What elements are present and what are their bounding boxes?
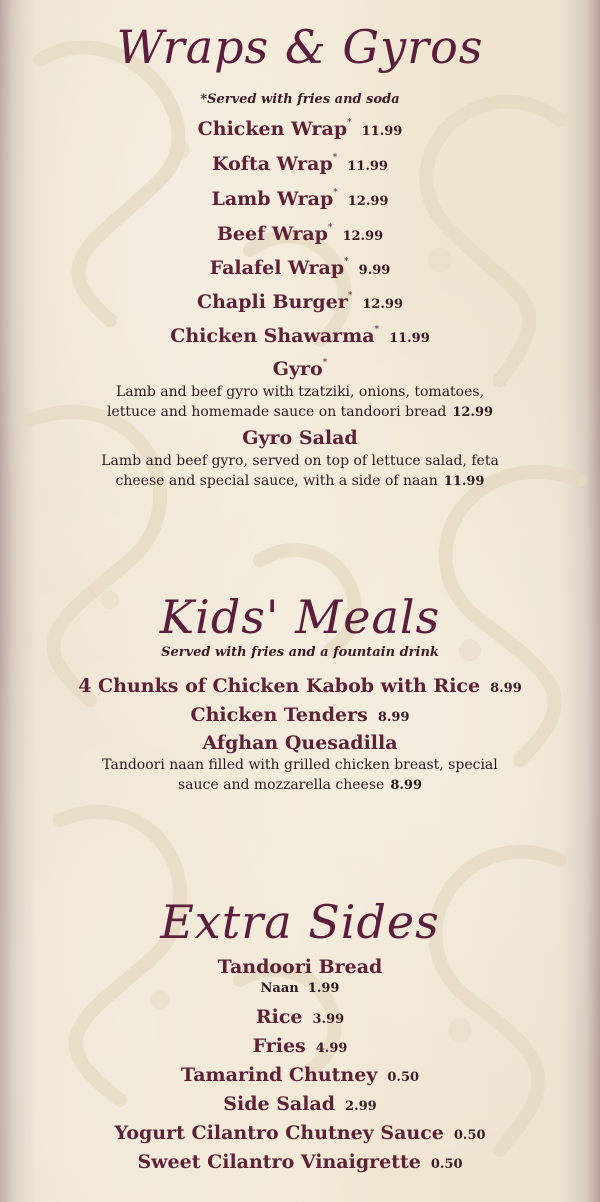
quesadilla-description: Tandoori naan filled with grilled chicken breast, special sauce and mozzarella cheese (102, 757, 498, 793)
menu-item (0, 291, 600, 313)
item-price: 8.99 (377, 710, 410, 725)
item-price: 2.99 (345, 1099, 377, 1114)
sides-section-title: Extra Sides (160, 895, 440, 949)
item-name: Chapli Burger (196, 291, 348, 313)
item-asterisk: * (374, 325, 380, 335)
menu-item (0, 1122, 600, 1144)
menu-item (0, 1151, 600, 1173)
item-name: Gyro (272, 358, 323, 380)
menu-item (0, 188, 600, 210)
item-name: Lamb Wrap (211, 188, 334, 210)
item-name: Kofta Wrap (212, 153, 333, 175)
item-price: 12.99 (362, 297, 404, 312)
item-price: 4.99 (315, 1041, 348, 1056)
item-price: 11.99 (347, 159, 388, 174)
item-name: Side Salad (223, 1093, 336, 1115)
menu-item (0, 1035, 600, 1057)
item-name: Falafel Wrap (209, 257, 345, 279)
item-price: 0.50 (387, 1070, 420, 1085)
item-asterisk: * (333, 188, 338, 198)
gyro-description: Lamb and beef gyro with tzatziki, onions, tomatoes, lettuce and homemade sauce on tandoori bread (106, 384, 485, 420)
item-sub-name: Naan (260, 981, 299, 996)
item-name: Rice (255, 1006, 303, 1028)
item-subline (0, 981, 600, 996)
item-price: 12.99 (347, 194, 389, 209)
menu-item (0, 118, 600, 140)
item-price: 0.50 (430, 1157, 463, 1172)
item-name: Chicken Shawarma (170, 325, 375, 347)
menu-item-gyro-salad (0, 427, 600, 449)
item-price: 11.99 (389, 331, 430, 346)
menu-item (0, 1064, 600, 1086)
kids-served-note: Served with fries and a fountain drink (161, 645, 439, 660)
item-price: 8.99 (490, 681, 522, 696)
item-name: Sweet Cilantro Vinaigrette (137, 1151, 421, 1173)
menu-item (0, 325, 600, 347)
item-description (90, 382, 510, 423)
item-name: Beef Wrap (216, 223, 328, 245)
item-description (90, 451, 510, 492)
item-asterisk: * (344, 257, 349, 267)
item-price: 9.99 (358, 263, 391, 278)
item-name: Gyro Salad (242, 427, 358, 449)
item-price: 0.50 (453, 1128, 486, 1143)
item-name: Chicken Tenders (190, 704, 368, 726)
item-asterisk: * (332, 153, 338, 163)
kids-section-title: Kids' Meals (159, 590, 441, 644)
menu-item-tandoori-bread (0, 956, 600, 978)
wraps-section-title: Wraps & Gyros (116, 20, 484, 74)
menu-item (0, 223, 600, 245)
item-price: 11.99 (361, 124, 403, 139)
item-asterisk: * (347, 291, 353, 301)
item-name: Afghan Quesadilla (202, 732, 398, 754)
menu-item-quesadilla (0, 732, 600, 754)
wraps-served-note: *Served with fries and soda (200, 92, 400, 107)
item-price: 3.99 (312, 1012, 345, 1027)
item-name: 4 Chunks of Chicken Kabob with Rice (78, 675, 481, 697)
item-price: 8.99 (390, 778, 422, 793)
item-name: Chicken Wrap (197, 118, 348, 140)
item-asterisk: * (347, 118, 352, 128)
item-asterisk: * (322, 358, 328, 368)
item-price: 11.99 (443, 474, 485, 489)
menu-item (0, 704, 600, 726)
item-asterisk: * (327, 223, 333, 233)
menu-item (0, 1093, 600, 1115)
menu-item (0, 1006, 600, 1028)
item-name: Fries (252, 1035, 306, 1057)
item-name: Tandoori Bread (217, 956, 383, 978)
item-price: 1.99 (307, 981, 340, 996)
menu-item (0, 257, 600, 279)
item-name: Yogurt Cilantro Chutney Sauce (114, 1122, 444, 1144)
item-price: 12.99 (342, 229, 384, 244)
item-name: Tamarind Chutney (180, 1064, 378, 1086)
item-description (90, 755, 510, 796)
menu-item-gyro (0, 358, 600, 380)
item-price: 12.99 (452, 405, 494, 420)
menu-item (0, 675, 600, 697)
menu-item (0, 153, 600, 175)
gyro-salad-description: Lamb and beef gyro, served on top of lettuce salad, feta cheese and special sauce, with a side of naan (101, 453, 499, 489)
